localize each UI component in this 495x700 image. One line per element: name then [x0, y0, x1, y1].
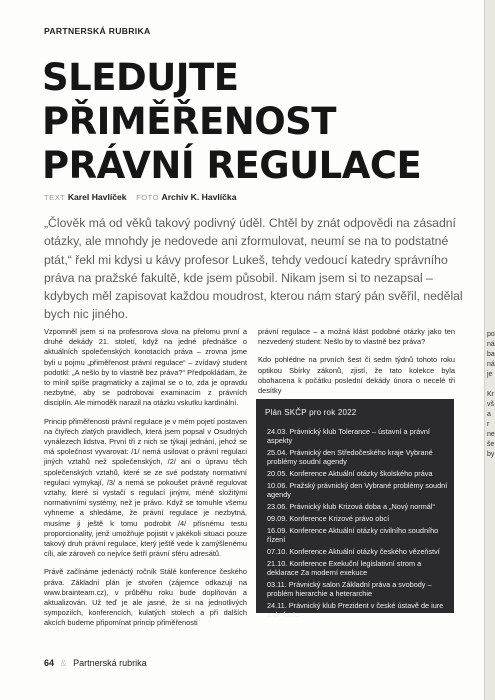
- body-paragraph: právní regulace – a možná klást podobné otázky jako ten nezvedený student: Nešlo by to vlastně bez práva?: [258, 327, 455, 347]
- edge-fragment: a r: [487, 411, 491, 428]
- body-column-left: [44, 327, 247, 637]
- body-paragraph: Princip přiměřenosti právní regulace je v mém pojetí postaven na čtyřech zlatých pravidlech, která jsem popsal v Osudných vynálezech lidstva. První tři z nich se týkají jednání, jehož se má společnost vyvarovat: /1/ nemá usilovat o právní regulaci jiných vztahů než společenských, /2/ ani o úpravu těch společenských vztahů, které se ze své podstaty normativní regulaci vymykají, /3/ a nemá se pokoušet právně regulovat vztahy, které si vystačí s regulací jinými, méně složitými normativními systémy, než je právo. Když se tomuhle všemu vyhneme a shledáme, že právní regulace je nezbytná, musíme ji ještě k tomu podrobit /4/ přísnému testu proporcionality, jenž umožňuje pojistit v jakékoli situaci pouze takový druh právní regulace, který ještě vede k zamýšlenému cíli, ale zároveň co nejvíce šetří právní sféru adresátů.: [44, 416, 247, 559]
- lead-quote: „Člověk má od věků takový podivný úděl. Chtěl by znát odpovědi na zásadní otázky, ale mnohdy je nedovede ani zformulovat, neumí se na to podstatné ptát,“ řekl mi kdysi u kávy profesor Lukeš, tehdy vedoucí katedry správního práva na pražské fakultě, kde jsem působil. Nikam jsem si to nezapsal – kdybych měl zapisovat každou moudrost, kterou nám starý pán svěřil, nedělal bych nic jiného.: [44, 216, 463, 322]
- title-line: SLEDUJTE: [42, 56, 239, 99]
- event-item: 23.06. Právnický klub Krizová doba a „Nový normál“: [267, 502, 435, 512]
- body-paragraph: Právě začínáme jedenáctý ročník Stálé konference českého práva. Základní plán je stvořen (zájemce odkazuji na www.brainteam.cz), v průběhu roku bude doplňován a aktualizován. Už teď je ale jasné, že si na jednotlivých sympoziích, konferencích, kulatých stolech a při dalších akcích budeme připomínat princip přiměřenosti: [44, 567, 247, 628]
- event-item: 24.11. Právnický klub Prezident v české ústavě de iure a de facto: [267, 600, 444, 620]
- ampersand-mark: &: [60, 658, 67, 668]
- event-item: 24.03. Právnický klub Tolerance – ústavní a právní aspekty: [267, 427, 430, 446]
- event-item: 09.09. Konference Krizové právo obcí: [267, 513, 390, 523]
- title-line: PRÁVNÍ REGULACE: [42, 144, 422, 187]
- page-number: 64: [44, 658, 55, 668]
- edge-text-fragments: [487, 330, 495, 460]
- event-plan-title: Plán SKČP pro rok 2022: [265, 408, 357, 417]
- event-item: 20.05. Konference Aktuální otázky školského práva: [267, 469, 433, 479]
- edge-fragment: ná: [487, 341, 495, 348]
- page-footer: [44, 658, 147, 668]
- section-label: PARTNERSKÁ RUBRIKA: [44, 26, 151, 36]
- next-page-edge: [484, 0, 495, 700]
- event-item: 25.04. Právnický den Středočeského kraje Vybrané problémy soudní agendy: [267, 448, 433, 467]
- title-line: PŘIMĚŘENOST: [42, 100, 337, 143]
- event-item: 21.10. Konference Exekuční legislativní strom a deklarace Za moderní exekuce: [267, 558, 422, 577]
- event-item: 03.11. Právnický salon Základní práva a svobody – problém hierarchie a heterarchie: [267, 579, 432, 598]
- article-title: [42, 56, 462, 188]
- edge-fragment: Kr: [487, 391, 494, 398]
- event-item: 10.06. Pražský právnický den Vybrané problémy soudní agendy: [267, 480, 448, 500]
- event-plan-box: [256, 399, 454, 620]
- event-list: [256, 427, 454, 619]
- edge-fragment: po: [487, 331, 495, 338]
- photo-author: Archiv K. Havlíčka: [161, 192, 237, 202]
- edge-fragment: ne: [487, 431, 495, 438]
- body-paragraph: Kdo pohlédne na prvních šest či sedm týdnů tohoto roku optikou Sbírky zákonů, zjistí, že tato kolekce byla obohacena k počátku poslední dekády února o necelé tři desítky: [258, 355, 455, 396]
- body-paragraph: Vzpomněl jsem si na profesorova slova na přelomu první a druhé dekády 21. století, když na jedné přednášce o aktuálních společenských konotacích práva – zrovna jsme byli u pojmu „přiměřenost právní regulace“ – zvídavý student podotkl: „A nešlo by to vlastně bez práva?“ Předpokládám, že to mínil spíše pragmaticky a zajímal se o to, zda je opravdu nezbytné, aby se podrobovai examinacím z právních disciplín. Ale mimoděk narazil na otázku vskutku kardinální.: [44, 327, 247, 408]
- edge-fragment: by: [487, 451, 495, 458]
- text-credit-label: TEXT: [44, 193, 66, 202]
- edge-fragment: vš: [487, 401, 494, 408]
- event-item: 16.09. Konference Aktuální otázky civilního soudního řízení: [267, 525, 439, 544]
- credits: [44, 192, 237, 202]
- edge-fragment: ba: [487, 351, 495, 358]
- text-author: Karel Havlíček: [67, 192, 127, 202]
- edge-fragment: ná: [487, 361, 495, 368]
- event-item: 07.10. Konference Aktuální otázky českého vězeňství: [267, 546, 440, 556]
- edge-fragment: je: [487, 371, 493, 378]
- body-column-right: [258, 327, 455, 404]
- footer-section: Partnerská rubrika: [73, 658, 147, 668]
- photo-credit-label: FOTO: [136, 193, 160, 202]
- edge-fragment: še: [487, 441, 495, 448]
